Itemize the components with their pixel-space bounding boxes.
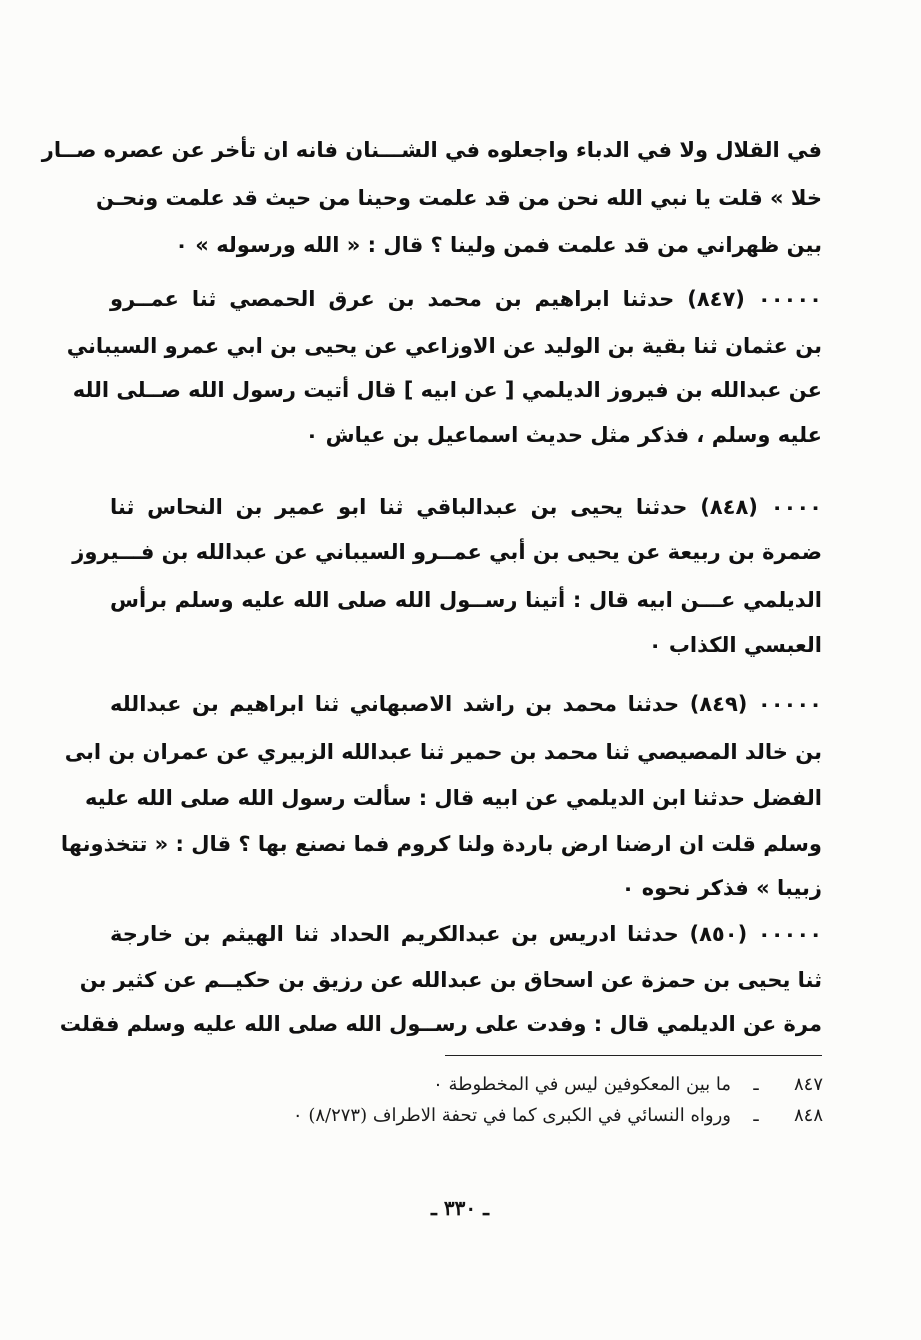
text-line: الفضل حدثنا ابن الديلمي عن ابيه قال : سألت رسول الله صلى الله عليه — [84, 786, 822, 810]
footnote-dash: ـ — [753, 1105, 759, 1126]
text-line: ثنا يحيى بن حمزة عن اسحاق بن عبدالله عن رزيق بن حكيــم عن كثير بن — [79, 968, 822, 992]
text-line: وسلم قلت ان ارضنا ارض باردة ولنا كروم فما نصنع بها ؟ قال : « تتخذونها — [60, 832, 822, 856]
text-line: عن عبدالله بن فيروز الديلمي [ عن ابيه ] قال أتيت رسول الله صــلى الله — [72, 378, 822, 402]
text-line: ٠٠٠٠٠ (٨٥٠) حدثنا ادريس بن عبدالكريم الحداد ثنا الهيثم بن خارجة — [110, 922, 823, 946]
text-line: بين ظهراني من قد علمت فمن ولينا ؟ قال : « الله ورسوله » ٠ — [175, 233, 822, 257]
text-line: مرة عن الديلمي قال : وفدت على رســول الله صلى الله عليه وسلم فقلت — [59, 1012, 822, 1036]
footnote — [293, 1101, 823, 1131]
text-line: ٠٠٠٠٠ (٨٤٧) حدثنا ابراهيم بن محمد بن عرق الحمصي ثنا عمــرو — [110, 287, 822, 311]
footnote-number: ٨٤٨ — [793, 1105, 823, 1126]
text-line: بن عثمان ثنا بقية بن الوليد عن الاوزاعي عن يحيى بن ابي عمرو السيباني — [66, 334, 822, 358]
text-line: ٠٠٠٠٠ (٨٤٩) حدثنا محمد بن راشد الاصبهاني ثنا ابراهيم بن عبدالله — [110, 692, 822, 716]
text-line: ضمرة بن ربيعة عن يحيى بن أبي عمــرو السيباني عن عبدالله بن فـــيروز — [72, 540, 822, 564]
footnote-dash: ـ — [753, 1074, 759, 1095]
text-line: العبسي الكذاب ٠ — [648, 633, 822, 657]
footnote-text: ورواه النسائي في الكبرى كما في تحفة الاطراف (٨/٢٧٣) ٠ — [292, 1105, 731, 1126]
page-number: ـ ٣٣٠ ـ — [431, 1196, 489, 1220]
footnote-text: ما بين المعكوفين ليس في المخطوطة ٠ — [433, 1074, 731, 1095]
footnote-number: ٨٤٧ — [793, 1074, 823, 1095]
text-line: بن خالد المصيصي ثنا محمد بن حمير ثنا عبدالله الزبيري عن عمران بن ابى — [64, 740, 822, 764]
text-line: زبيبا » فذكر نحوه ٠ — [621, 876, 822, 900]
text-line: ٠٠٠٠ (٨٤٨) حدثنا يحيى بن عبدالباقي ثنا ابو عمير بن النحاس ثنا — [110, 495, 822, 519]
text-line: خلا » قلت يا نبي الله نحن من قد علمت وحينا من حيث قد علمت ونحـن — [96, 186, 822, 210]
text-line: عليه وسلم ، فذكر مثل حديث اسماعيل بن عياش ٠ — [305, 423, 822, 447]
footnote-divider — [445, 1055, 822, 1056]
footnote — [433, 1070, 823, 1100]
text-line: الديلمي عـــن ابيه قال : أتينا رســول الله صلى الله عليه وسلم برأس — [110, 588, 822, 612]
text-line: في القلال ولا في الدباء واجعلوه في الشـــنان فانه ان تأخر عن عصره صــار — [41, 138, 822, 162]
